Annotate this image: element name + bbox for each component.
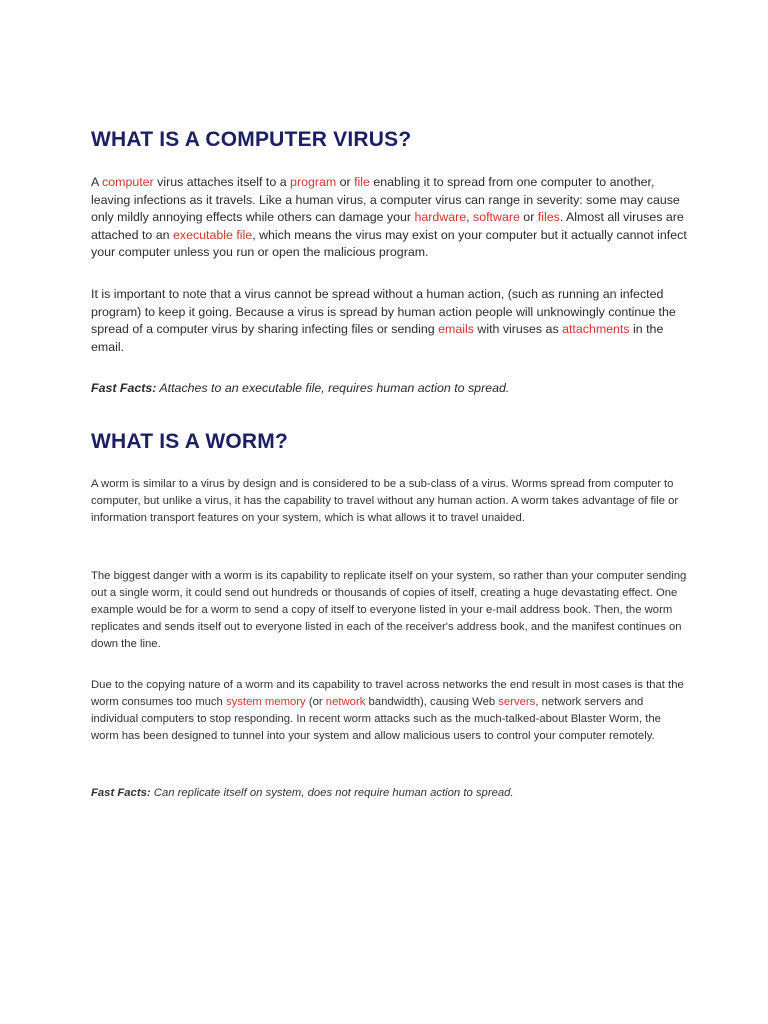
text-run: with viruses as <box>473 322 563 336</box>
text-run: A <box>91 175 103 189</box>
link-system-memory[interactable]: system memory <box>225 696 306 708</box>
link-files[interactable]: files <box>537 210 560 224</box>
virus-paragraph-1 <box>91 174 691 262</box>
virus-paragraph-2 <box>91 286 691 356</box>
virus-heading: WHAT IS A COMPUTER VIRUS? <box>91 128 412 151</box>
link-emails[interactable]: emails <box>438 322 474 336</box>
text-run: in the email. <box>91 322 664 354</box>
virus-fast-facts-label: Fast Facts: <box>91 381 157 395</box>
worm-fast-facts <box>91 785 691 802</box>
link-hardware[interactable]: hardware <box>414 210 467 224</box>
text-run: enabling it to spread from one computer to another, leaving infections as it travels. Like a human virus, a computer virus can range in severity: some may cause only mildly annoying effects while others can damage your <box>91 175 680 224</box>
worm-paragraph-1 <box>91 476 691 527</box>
virus-fast-facts-text: Attaches to an executable file, requires human action to spread. <box>156 381 510 395</box>
text-run: , <box>466 210 474 224</box>
text-run: (or <box>305 696 326 708</box>
link-program[interactable]: program <box>290 175 337 189</box>
text-run: bandwidth), causing Web <box>365 696 499 708</box>
link-executable-file[interactable]: executable file <box>172 227 253 242</box>
text-run: It is important to note that a virus cannot be spread without a human action, (such as running an infected program) to keep it going. Because a virus is spread by human action people will unknowingly continue the spread of a computer virus by sharing infecting files or sending <box>91 287 676 336</box>
text-run: A worm is similar to a virus by design and is considered to be a sub-class of a virus. Worms spread from computer to computer, but unlike a virus, it has the capability to travel without any human action. A worm takes advantage of file or information transport features on your system, which is what allows it to travel unaided. <box>91 478 679 524</box>
link-computer[interactable]: computer <box>102 175 154 189</box>
worm-paragraph-2 <box>91 568 691 653</box>
text-run: , which means the virus may exist on your computer but it actually cannot infect your computer unless you run or open the malicious program. <box>91 227 687 259</box>
link-network[interactable]: network <box>325 696 366 708</box>
worm-paragraph-3 <box>91 677 691 745</box>
link-file[interactable]: file <box>354 175 370 189</box>
worm-fast-facts-label: Fast Facts: <box>91 787 151 799</box>
text-run: , network servers and individual computers to stop responding. In recent worm attacks such as the much-talked-about Blaster Worm, the worm has been designed to tunnel into your system and allow malicious users to control your computer remotely. <box>91 696 661 742</box>
text-run: Due to the copying nature of a worm and its capability to travel across networks the end result in most cases is that the worm consumes too much <box>91 679 684 708</box>
text-run: The biggest danger with a worm is its capability to replicate itself on your system, so rather than your computer sending out a single worm, it could send out hundreds or thousands of copies of itself, creating a huge devastating effect. One example would be for a worm to send a copy of itself to everyone listed in your e-mail address book. Then, the worm replicates and sends itself out to everyone listed in each of the receiver's address book, and the manifest continues on down the line. <box>91 570 687 650</box>
link-servers[interactable]: servers <box>498 696 536 708</box>
link-software[interactable]: software <box>473 210 520 224</box>
text-run: or <box>336 175 355 189</box>
worm-fast-facts-text: Can replicate itself on system, does not require human action to spread. <box>150 787 514 799</box>
text-run: virus attaches itself to a <box>153 175 291 189</box>
virus-fast-facts <box>91 380 691 398</box>
text-run: . Almost all viruses are attached to an <box>91 210 684 242</box>
link-attachments[interactable]: attachments <box>562 322 630 336</box>
text-run: or <box>519 210 538 224</box>
worm-heading: WHAT IS A WORM? <box>91 430 289 453</box>
